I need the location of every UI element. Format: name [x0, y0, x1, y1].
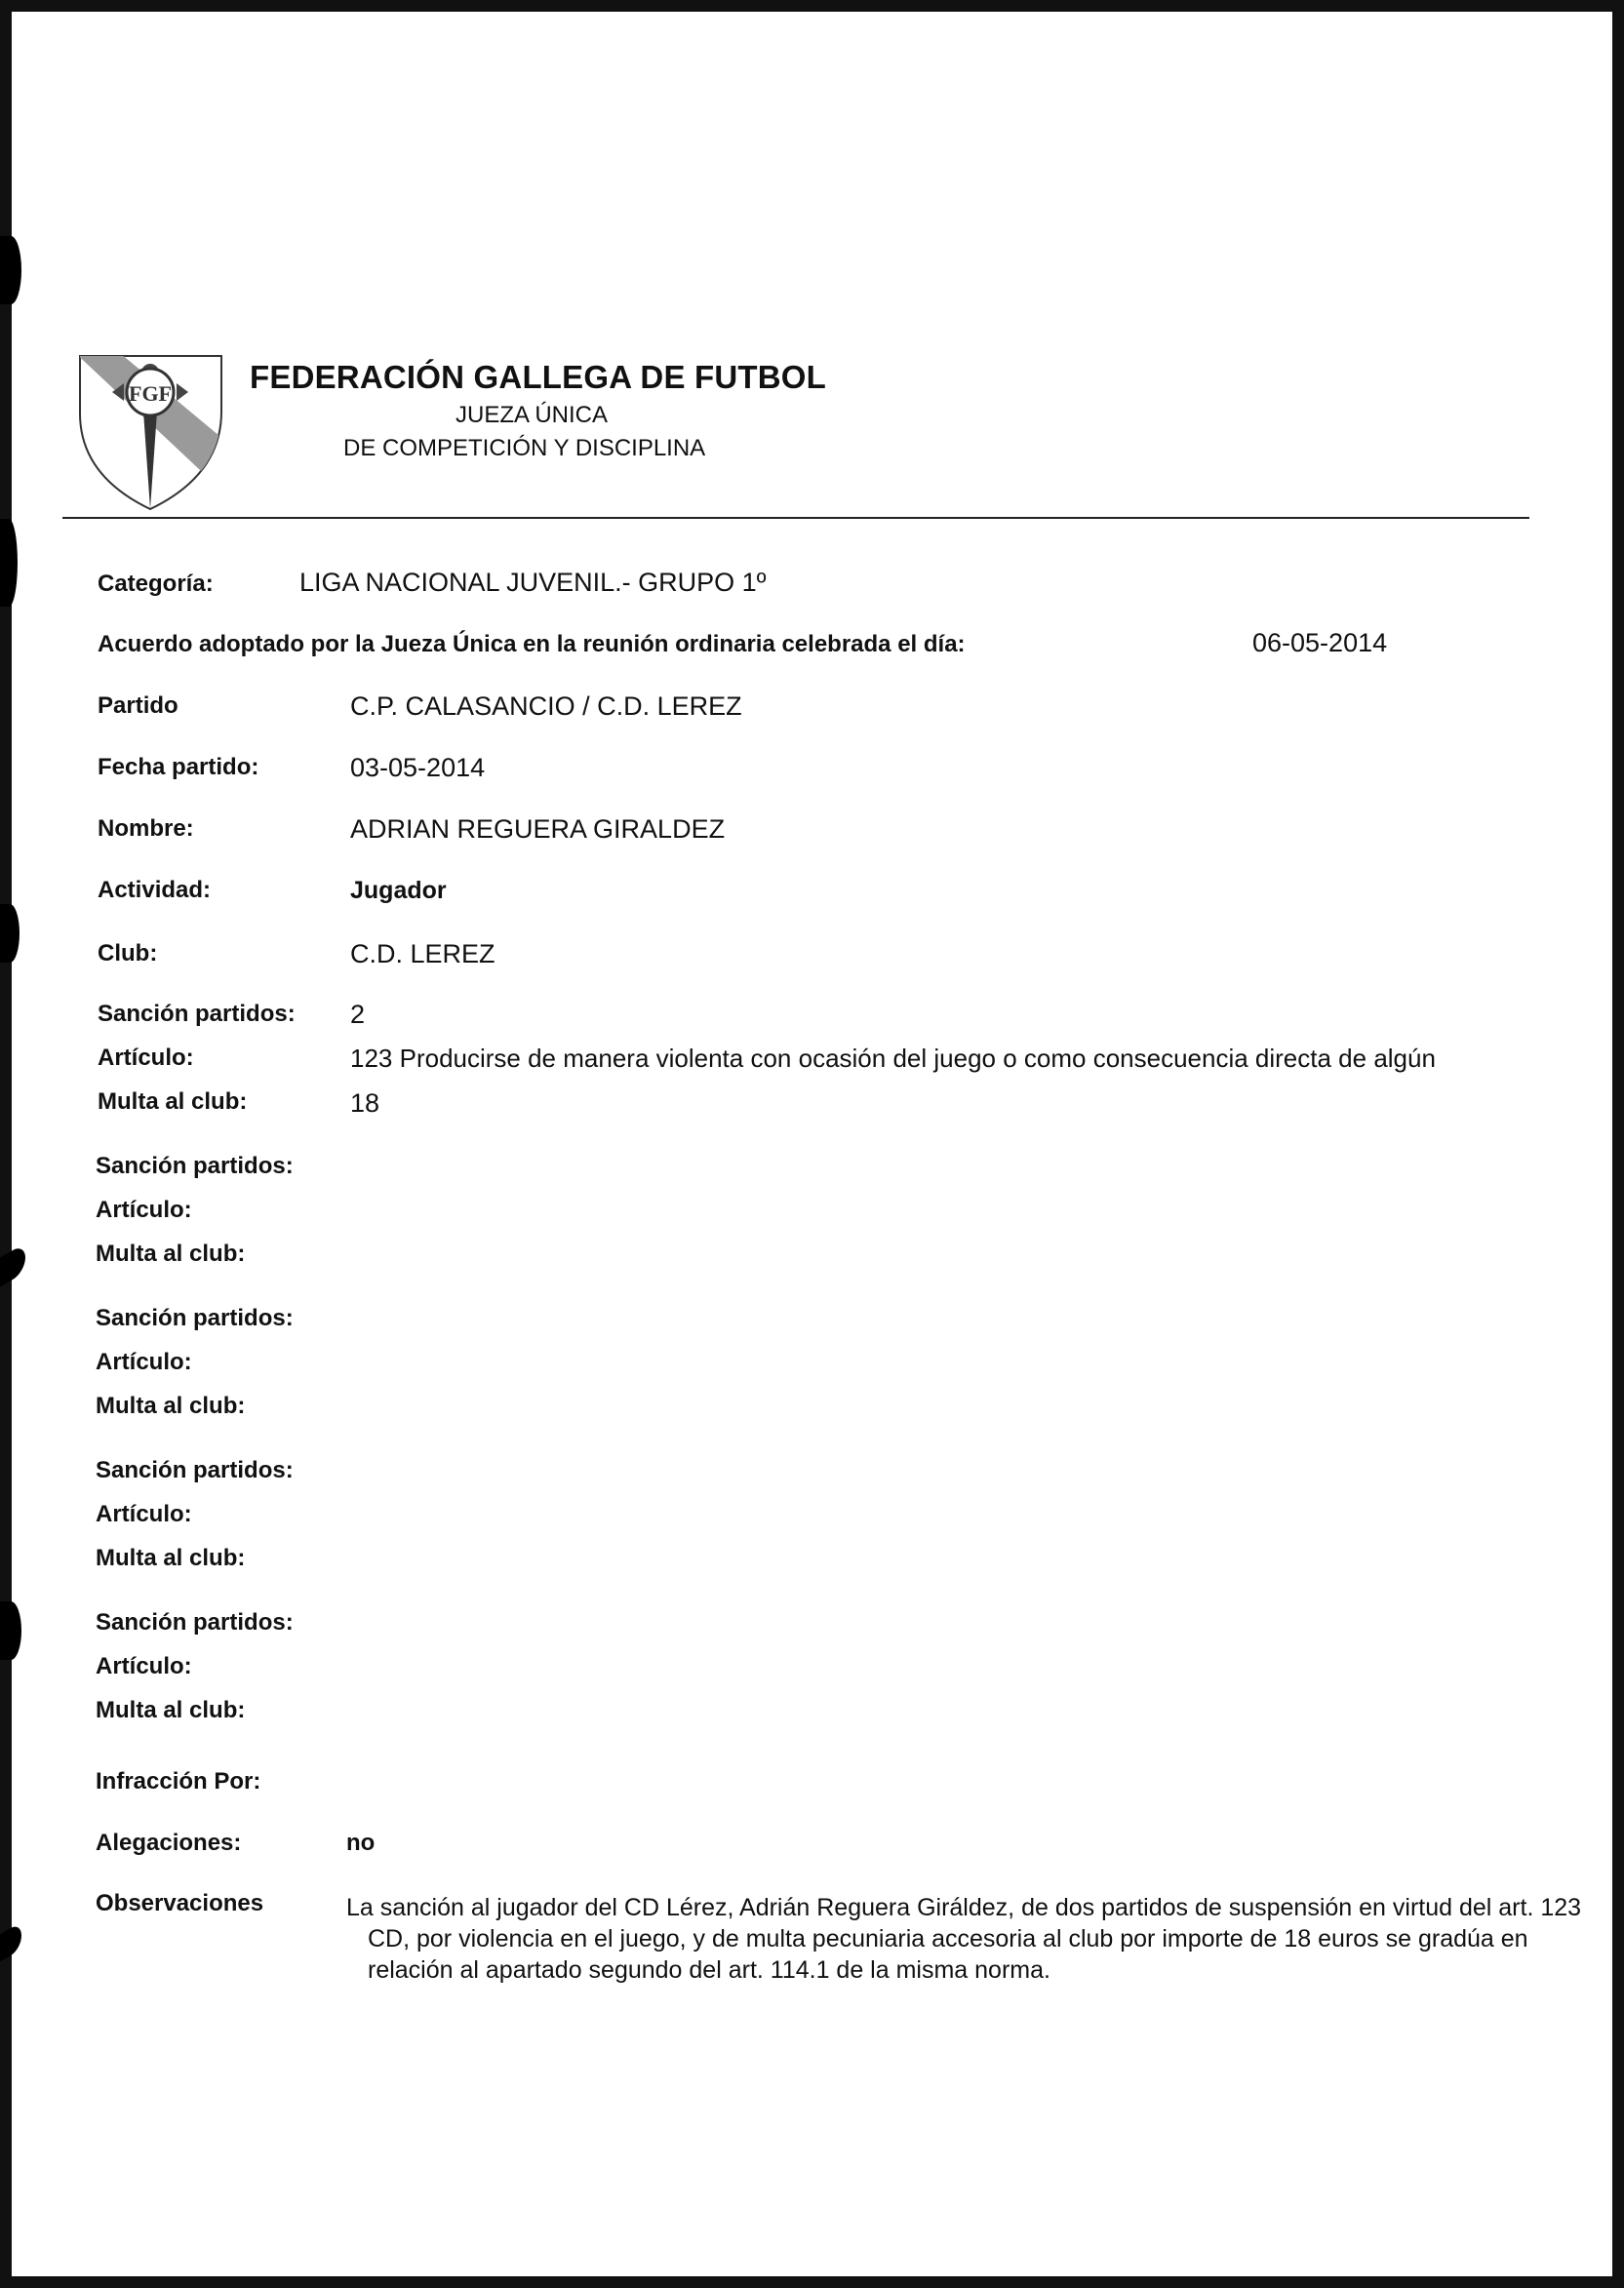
document-page — [12, 12, 1612, 2276]
nombre-label: Nombre: — [98, 815, 194, 842]
multa-label: Multa al club: — [98, 1088, 248, 1115]
observaciones-label: Observaciones — [96, 1890, 264, 1916]
fgf-logo — [65, 338, 231, 514]
articulo-label: Artículo: — [98, 1045, 194, 1071]
fecha-value: 03-05-2014 — [350, 753, 486, 782]
articulo-label: Artículo: — [96, 1197, 192, 1223]
scan-mark — [0, 236, 21, 304]
multa-label: Multa al club: — [96, 1393, 246, 1419]
sancion-label: Sanción partidos: — [98, 1001, 296, 1027]
scan-mark — [0, 519, 18, 607]
infraccion-label: Infracción Por: — [96, 1768, 261, 1795]
acuerdo-label: Acuerdo adoptado por la Jueza Única en la reunión ordinaria celebrada el día: — [98, 631, 966, 657]
sancion-label: Sanción partidos: — [96, 1609, 294, 1636]
club-label: Club: — [98, 940, 158, 966]
partido-value: C.P. CALASANCIO / C.D. LEREZ — [350, 691, 742, 721]
sancion-label: Sanción partidos: — [96, 1153, 294, 1179]
subtitle-line1: JUEZA ÚNICA — [456, 402, 609, 428]
sancion-value: 2 — [350, 1000, 366, 1029]
actividad-label: Actividad: — [98, 877, 212, 903]
categoria-label: Categoría: — [98, 571, 214, 597]
alegaciones-label: Alegaciones: — [96, 1830, 242, 1856]
header-divider — [62, 517, 1529, 519]
observaciones-value: La sanción al jugador del CD Lérez, Adrián Reguera Giráldez, de dos partidos de suspensión en virtud del art. 123 CD, por violencia en el juego, y de multa pecuniaria accesoria al club por importe de 18 euros se gradúa en relación al apartado segundo del art. 114.1 de la misma norma. — [346, 1894, 1582, 1984]
sancion-label: Sanción partidos: — [96, 1305, 294, 1331]
multa-label: Multa al club: — [96, 1697, 246, 1723]
articulo-label: Artículo: — [96, 1349, 192, 1375]
multa-label: Multa al club: — [96, 1545, 246, 1571]
nombre-value: ADRIAN REGUERA GIRALDEZ — [350, 814, 726, 844]
actividad-value: Jugador — [350, 877, 447, 904]
articulo-value: 123 Producirse de manera violenta con ocasión del juego o como consecuencia directa de algún — [350, 1044, 1436, 1073]
scan-mark — [0, 1922, 21, 1962]
club-value: C.D. LEREZ — [350, 939, 495, 968]
articulo-label: Artículo: — [96, 1501, 192, 1527]
categoria-value: LIGA NACIONAL JUVENIL.- GRUPO 1º — [299, 568, 767, 597]
alegaciones-value: no — [346, 1830, 376, 1856]
multa-label: Multa al club: — [96, 1241, 246, 1267]
fecha-label: Fecha partido: — [98, 754, 259, 780]
logo-text: FGF — [129, 381, 172, 406]
partido-label: Partido — [98, 692, 178, 719]
scan-mark — [0, 1243, 25, 1286]
scan-mark — [0, 1601, 21, 1660]
articulo-label: Artículo: — [96, 1653, 192, 1679]
document-title: FEDERACIÓN GALLEGA DE FUTBOL — [250, 359, 827, 395]
acuerdo-date: 06-05-2014 — [1252, 628, 1388, 657]
multa-value: 18 — [350, 1088, 380, 1118]
scan-mark — [0, 904, 20, 963]
subtitle-line2: DE COMPETICIÓN Y DISCIPLINA — [343, 435, 706, 461]
sancion-label: Sanción partidos: — [96, 1457, 294, 1483]
